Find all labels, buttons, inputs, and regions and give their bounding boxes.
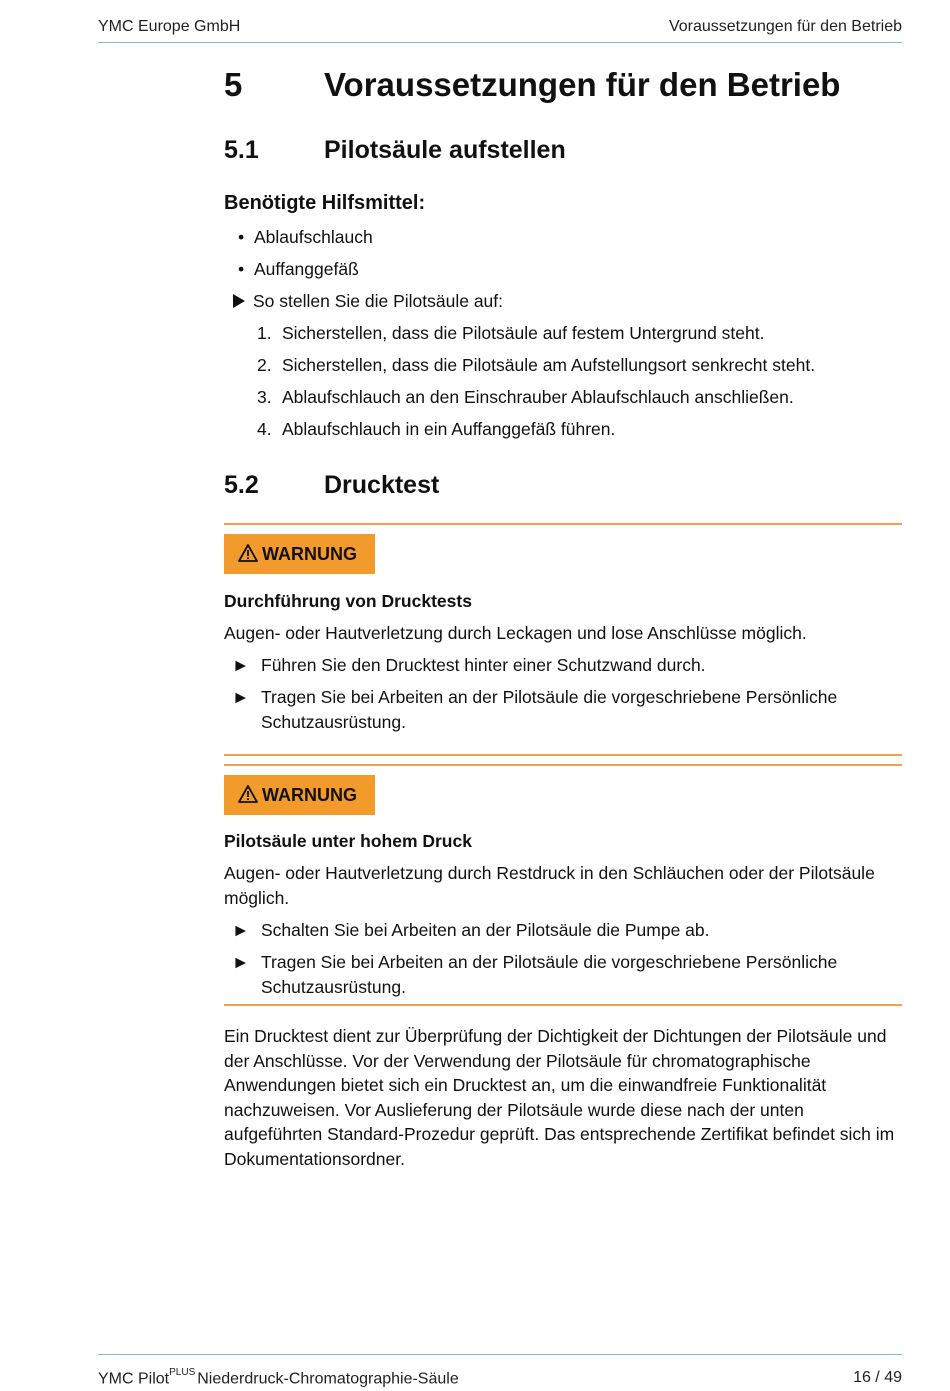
warning-label: WARNUNG [224, 534, 375, 574]
page-header [98, 18, 902, 43]
arrow-right-icon: ► [232, 687, 250, 707]
warning-triangle-icon [238, 785, 258, 803]
page-number: 16 / 49 [853, 1369, 902, 1386]
bullet-icon: • [238, 259, 245, 279]
tools-heading: Benötigte Hilfsmittel: [224, 192, 426, 214]
section-title: Pilotsäule aufstellen [324, 136, 566, 164]
section-title: Drucktest [324, 471, 440, 499]
warning-triangle-icon [238, 544, 258, 562]
header-chapter: Voraussetzungen für den Betrieb [668, 18, 902, 35]
header-company: YMC Europe GmbH [98, 18, 241, 35]
action-item: ► Tragen Sie bei Arbeiten an der Pilotsäule die vorgeschriebene Persönliche Schutzausrüstung. [232, 952, 838, 997]
step-item: 1. Sicherstellen, dass die Pilotsäule auf festem Untergrund steht. [257, 323, 765, 343]
step-item: 4. Ablaufschlauch in ein Auffanggefäß führen. [257, 419, 616, 439]
triangle-right-icon [232, 294, 246, 308]
action-item: ► Führen Sie den Drucktest hinter einer Schutzwand durch. [232, 653, 902, 678]
warning-label: WARNUNG [224, 775, 375, 815]
warning-title: Pilotsäule unter hohem Druck [224, 831, 472, 851]
footer-product: YMC Pilot$^{PLUS}$ Niederdruck-Chromatographie-Säule [98, 1367, 459, 1388]
arrow-right-icon: ► [232, 920, 250, 940]
body-paragraph: Ein Drucktest dient zur Überprüfung der Dichtigkeit der Dichtungen der Pilotsäule und der Anschlüsse. Vor der Verwendung der Pilotsäule für chromatographische Anwendungen bietet sich ein Drucktest an, um die einwandfreie Funktionalität nachzuweisen. Vor Auslieferung der Pilotsäule wurde diese nach der unten aufgeführten Standard-Prozedur geprüft. Das entsprechende Zertifikat befindet sich im Dokumentationsordner. [224, 1026, 895, 1169]
warning-rule-bottom [224, 754, 902, 756]
arrow-right-icon: ► [232, 655, 250, 675]
section-heading-5-1 [224, 136, 566, 165]
warning-rule-top [224, 764, 902, 766]
chapter-number: 5 [224, 66, 243, 103]
warning-rule-bottom [224, 1004, 902, 1006]
instruction-line: So stellen Sie die Pilotsäule auf: [232, 291, 503, 312]
chapter-title: Voraussetzungen für den Betrieb [324, 66, 841, 103]
warning-title: Durchführung von Drucktests [224, 591, 472, 611]
action-item: ► Tragen Sie bei Arbeiten an der Pilotsäule die vorgeschriebene Persönliche Schutzausrüstung. [232, 687, 838, 732]
action-item: ► Schalten Sie bei Arbeiten an der Pilotsäule die Pumpe ab. [232, 918, 902, 943]
list-item: • Ablaufschlauch [238, 227, 373, 247]
section-number: 5.2 [224, 471, 259, 499]
warning-rule-top [224, 523, 902, 525]
warning-text: Augen- oder Hautverletzung durch Restdruck in den Schläuchen oder der Pilotsäule möglich. [224, 863, 875, 908]
arrow-right-icon: ► [232, 952, 250, 972]
warning-text: Augen- oder Hautverletzung durch Leckagen und lose Anschlüsse möglich. [224, 623, 807, 643]
section-heading-5-2 [224, 471, 439, 500]
bullet-icon: • [238, 227, 245, 247]
page-footer [98, 1354, 902, 1388]
step-item: 3. Ablaufschlauch an den Einschrauber Ablaufschlauch anschließen. [257, 387, 794, 407]
section-number: 5.1 [224, 136, 259, 164]
step-item: 2. Sicherstellen, dass die Pilotsäule am Aufstellungsort senkrecht steht. [257, 355, 816, 375]
chapter-heading [224, 66, 840, 104]
list-item: • Auffanggefäß [238, 259, 359, 279]
